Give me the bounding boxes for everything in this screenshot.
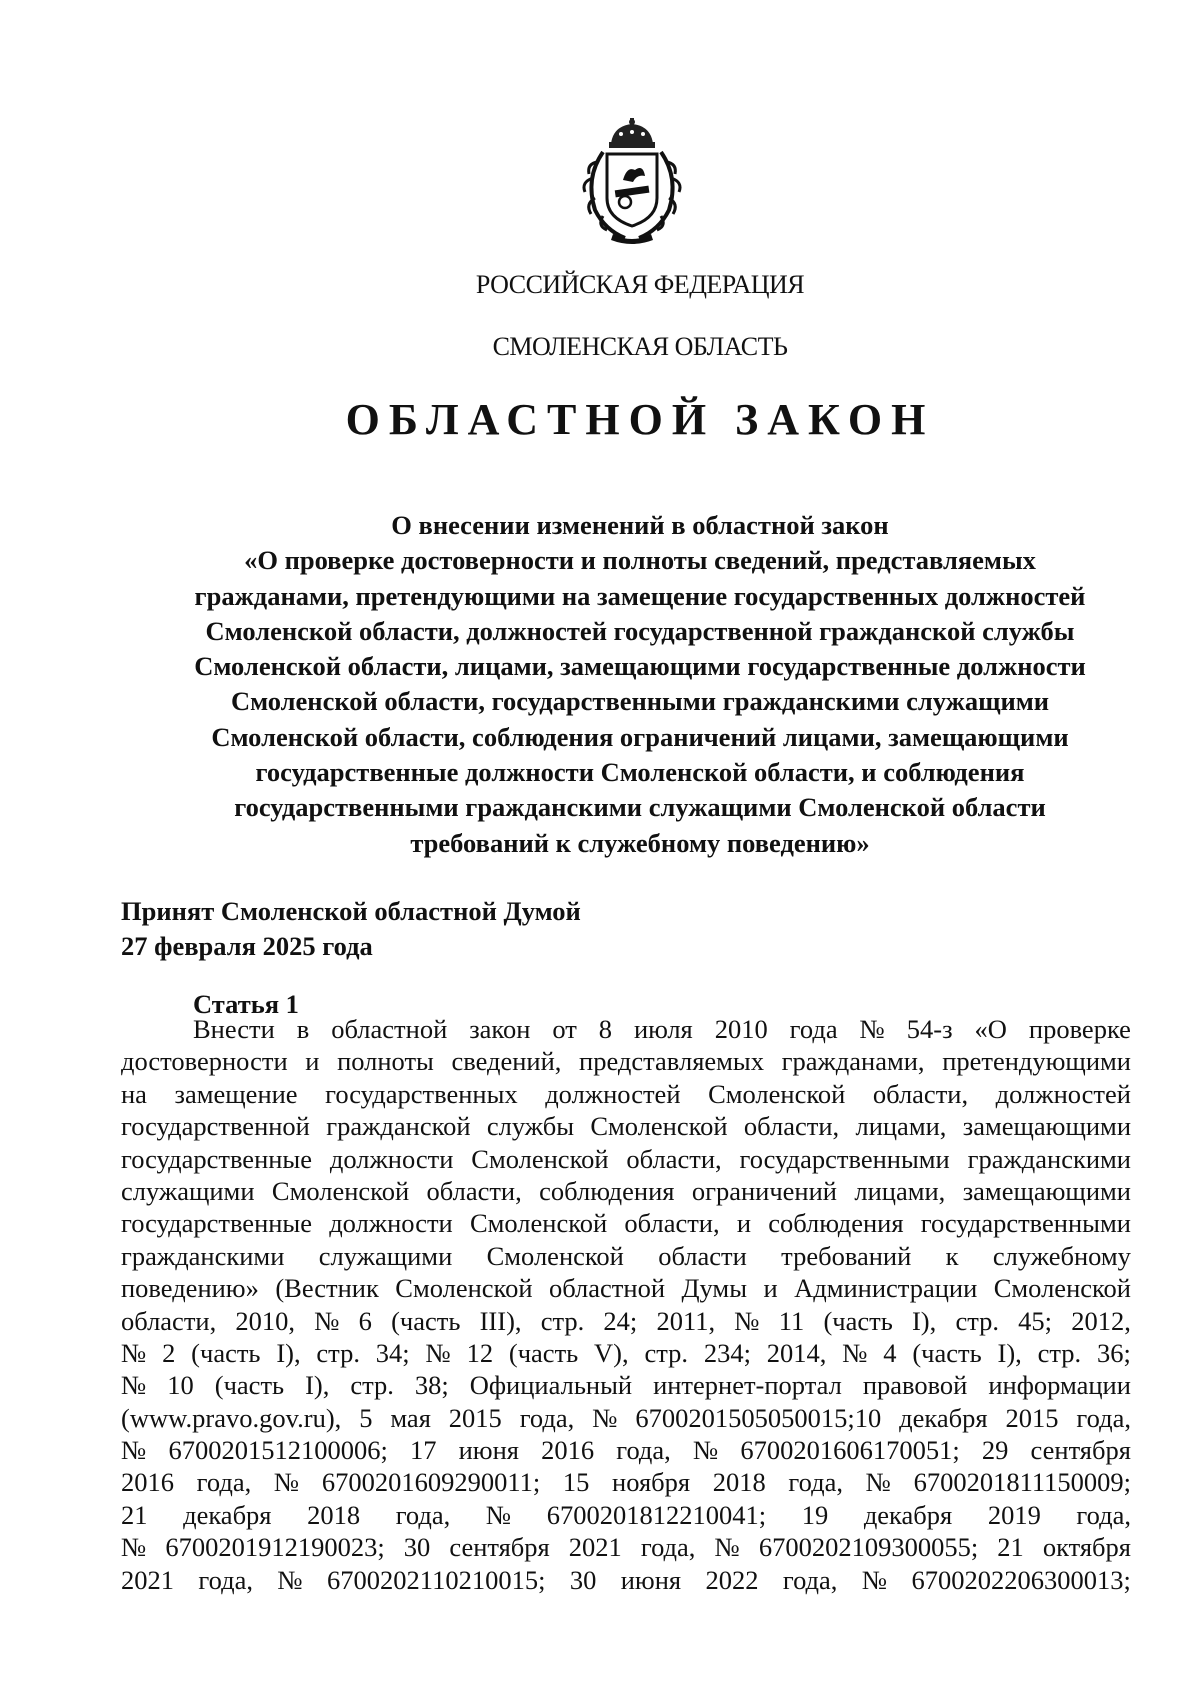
article-line: 2016 года, № 6700201609290011; 15 ноября 2018 года, № 6700201811150009; <box>121 1467 1131 1498</box>
title-line: государственные должности Смоленской области, и соблюдения <box>255 757 1025 788</box>
article-line: государственной гражданской службы Смоленской области, лицами, замещающими <box>121 1111 1131 1142</box>
article-line: служащими Смоленской области, соблюдения ограничений лицами, замещающими <box>121 1175 1131 1206</box>
title-line: Смоленской области, соблюдения ограничений лицами, замещающими <box>211 721 1069 752</box>
article-heading: Статья 1 <box>193 989 299 1019</box>
article-line: государственные должности Смоленской области, государственными гражданскими <box>121 1143 1131 1174</box>
title-line: О внесении изменений в областной закон <box>391 510 889 540</box>
title-line: требований к служебному поведению» <box>410 827 870 858</box>
article-line: на замещение государственных должностей Смоленской области, должностей <box>121 1078 1131 1109</box>
smolensk-coat-of-arms-icon <box>573 118 691 246</box>
article-body <box>121 1013 1131 1596</box>
document-type-heading: ОБЛАСТНОЙ ЗАКОН <box>345 395 935 444</box>
title-line: «О проверке достоверности и полноты сведений, представляемых <box>244 545 1036 576</box>
article-line: Внести в областной закон от 8 июля 2010 года № 54-з «О проверке <box>193 1014 1131 1044</box>
article-line: 21 декабря 2018 года, № 6700201812210041; 19 декабря 2019 года, <box>121 1499 1131 1530</box>
title-line: Смоленской области, должностей государственной гражданской службы <box>205 615 1075 646</box>
article-line: государственные должности Смоленской области, и соблюдения государственными <box>121 1208 1131 1239</box>
title-line: Смоленской области, лицами, замещающими государственные должности <box>194 651 1086 682</box>
law-title <box>130 508 1150 861</box>
title-line: государственными гражданскими служащими Смоленской области <box>234 792 1046 823</box>
article-line: гражданскими служащими Смоленской области требований к служебному <box>121 1240 1131 1271</box>
article-line: поведению» (Вестник Смоленской областной Думы и Администрации Смоленской <box>121 1273 1131 1304</box>
title-line: гражданами, претендующими на замещение государственных должностей <box>194 580 1086 611</box>
country-heading: РОССИЙСКАЯ ФЕДЕРАЦИЯ <box>475 270 805 299</box>
article-line: № 2 (часть I), стр. 34; № 12 (часть V), стр. 234; 2014, № 4 (часть I), стр. 36; <box>121 1337 1131 1368</box>
title-line: Смоленской области, государственными гражданскими служащими <box>230 686 1050 717</box>
article-line: № 10 (часть I), стр. 38; Официальный интернет-портал правовой информации <box>121 1370 1131 1401</box>
article-line: (www.pravo.gov.ru), 5 мая 2015 года, № 6700201505050015;10 декабря 2015 года, <box>121 1402 1131 1433</box>
region-heading: СМОЛЕНСКАЯ ОБЛАСТЬ <box>492 332 788 361</box>
adoption-info <box>121 894 581 964</box>
article-line: № 6700201512100006; 17 июня 2016 года, № 6700201606170051; 29 сентября <box>121 1435 1131 1466</box>
article-line: достоверности и полноты сведений, представляемых гражданами, претендующими <box>121 1046 1131 1077</box>
adoption-date: 27 февраля 2025 года <box>121 931 373 961</box>
article-line: № 6700201912190023; 30 сентября 2021 года, № 6700202109300055; 21 октября <box>121 1532 1131 1563</box>
article-line: области, 2010, № 6 (часть III), стр. 24; 2011, № 11 (часть I), стр. 45; 2012, <box>121 1305 1131 1336</box>
adopted-by: Принят Смоленской областной Думой <box>121 896 581 926</box>
article-line: 2021 года, № 6700202110210015; 30 июня 2022 года, № 6700202206300013; <box>121 1564 1131 1595</box>
